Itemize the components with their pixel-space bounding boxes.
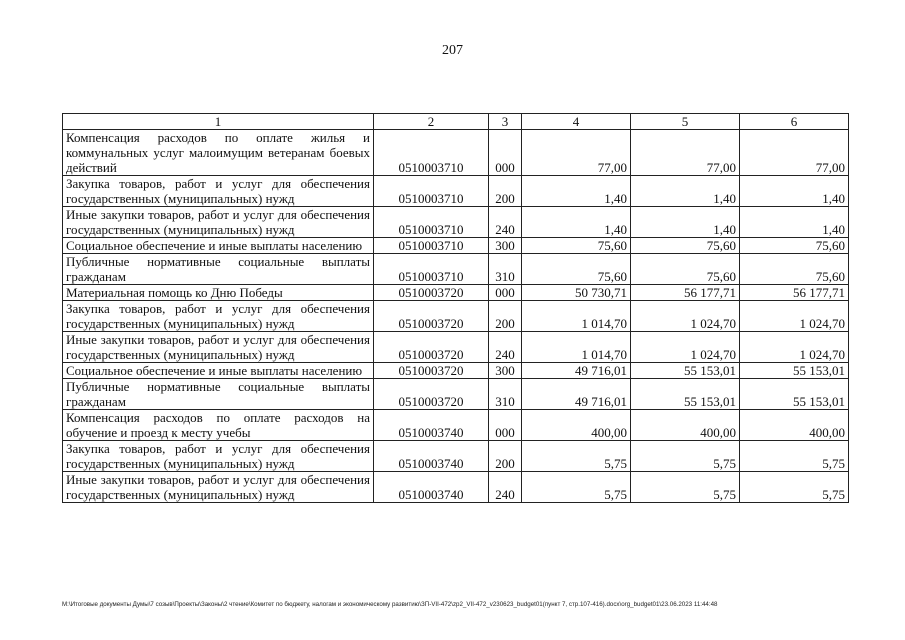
cell-csr: 0510003720: [374, 332, 489, 363]
cell-v1: 1 014,70: [522, 332, 631, 363]
cell-vr: 200: [489, 441, 522, 472]
cell-v3: 1,40: [740, 207, 849, 238]
table-row: [63, 363, 849, 379]
cell-v3: 1 024,70: [740, 301, 849, 332]
table-row: [63, 379, 849, 410]
cell-vr: 240: [489, 332, 522, 363]
cell-csr: 0510003720: [374, 363, 489, 379]
cell-name: Материальная помощь ко Дню Победы: [63, 285, 374, 301]
cell-v3: 75,60: [740, 238, 849, 254]
cell-name: Иные закупки товаров, работ и услуг для обеспечения государственных (муниципальных) нужд: [63, 472, 374, 503]
budget-table: [62, 113, 849, 503]
cell-v3: 75,60: [740, 254, 849, 285]
cell-csr: 0510003720: [374, 379, 489, 410]
cell-vr: 200: [489, 301, 522, 332]
cell-name: Компенсация расходов по оплате расходов на обучение и проезд к месту учебы: [63, 410, 374, 441]
cell-v2: 56 177,71: [631, 285, 740, 301]
cell-v2: 1,40: [631, 207, 740, 238]
cell-v1: 49 716,01: [522, 363, 631, 379]
cell-csr: 0510003710: [374, 207, 489, 238]
cell-v1: 1,40: [522, 176, 631, 207]
page-number: 207: [442, 43, 463, 58]
cell-vr: 000: [489, 410, 522, 441]
cell-name: Закупка товаров, работ и услуг для обеспечения государственных (муниципальных) нужд: [63, 176, 374, 207]
cell-csr: 0510003710: [374, 130, 489, 176]
cell-v3: 400,00: [740, 410, 849, 441]
cell-vr: 000: [489, 285, 522, 301]
table-row: [63, 176, 849, 207]
table-row: [63, 301, 849, 332]
cell-v3: 55 153,01: [740, 363, 849, 379]
cell-name: Закупка товаров, работ и услуг для обеспечения государственных (муниципальных) нужд: [63, 301, 374, 332]
cell-name: Иные закупки товаров, работ и услуг для обеспечения государственных (муниципальных) нужд: [63, 207, 374, 238]
cell-csr: 0510003710: [374, 238, 489, 254]
cell-v1: 5,75: [522, 441, 631, 472]
cell-csr: 0510003740: [374, 472, 489, 503]
cell-v2: 77,00: [631, 130, 740, 176]
cell-v2: 1 024,70: [631, 301, 740, 332]
cell-v1: 75,60: [522, 238, 631, 254]
cell-vr: 310: [489, 379, 522, 410]
table-row: [63, 332, 849, 363]
cell-v3: 1,40: [740, 176, 849, 207]
cell-vr: 300: [489, 363, 522, 379]
cell-v3: 55 153,01: [740, 379, 849, 410]
table-row: [63, 207, 849, 238]
cell-name: Иные закупки товаров, работ и услуг для обеспечения государственных (муниципальных) нужд: [63, 332, 374, 363]
cell-vr: 310: [489, 254, 522, 285]
cell-v3: 77,00: [740, 130, 849, 176]
cell-v2: 55 153,01: [631, 379, 740, 410]
table-row: [63, 441, 849, 472]
table-row: [63, 238, 849, 254]
cell-name: Компенсация расходов по оплате жилья и коммунальных услуг малоимущим ветеранам боевых действий: [63, 130, 374, 176]
cell-v2: 5,75: [631, 472, 740, 503]
cell-vr: 200: [489, 176, 522, 207]
cell-v2: 75,60: [631, 254, 740, 285]
column-header: 1: [63, 114, 374, 130]
column-header: 6: [740, 114, 849, 130]
cell-v2: 75,60: [631, 238, 740, 254]
cell-v1: 5,75: [522, 472, 631, 503]
cell-v2: 1 024,70: [631, 332, 740, 363]
cell-name: Публичные нормативные социальные выплаты гражданам: [63, 379, 374, 410]
cell-v3: 5,75: [740, 472, 849, 503]
cell-vr: 000: [489, 130, 522, 176]
cell-v2: 5,75: [631, 441, 740, 472]
cell-csr: 0510003710: [374, 176, 489, 207]
cell-csr: 0510003720: [374, 285, 489, 301]
column-header: 3: [489, 114, 522, 130]
cell-csr: 0510003740: [374, 441, 489, 472]
cell-v2: 1,40: [631, 176, 740, 207]
file-path-footer: M:\Итоговые документы Думы\7 созыв\Проекты\Законы\2 чтение\Комитет по бюджету, налогам и экономическому развитию\ЗП-VII-472\zp2_VII-472_v230623_budget01(пункт 7, стр.107-416).docx\org_budget01\23.06.2023 11:44:48: [62, 601, 718, 608]
cell-v1: 75,60: [522, 254, 631, 285]
column-header: 2: [374, 114, 489, 130]
cell-v3: 1 024,70: [740, 332, 849, 363]
cell-v3: 5,75: [740, 441, 849, 472]
table-row: [63, 472, 849, 503]
cell-v1: 400,00: [522, 410, 631, 441]
cell-v1: 49 716,01: [522, 379, 631, 410]
cell-v3: 56 177,71: [740, 285, 849, 301]
cell-v1: 77,00: [522, 130, 631, 176]
cell-v2: 400,00: [631, 410, 740, 441]
column-header: 4: [522, 114, 631, 130]
cell-name: Социальное обеспечение и иные выплаты населению: [63, 238, 374, 254]
cell-v1: 1 014,70: [522, 301, 631, 332]
cell-csr: 0510003710: [374, 254, 489, 285]
cell-name: Публичные нормативные социальные выплаты гражданам: [63, 254, 374, 285]
cell-csr: 0510003720: [374, 301, 489, 332]
table-row: [63, 285, 849, 301]
cell-v1: 50 730,71: [522, 285, 631, 301]
cell-vr: 240: [489, 472, 522, 503]
cell-v2: 55 153,01: [631, 363, 740, 379]
cell-name: Социальное обеспечение и иные выплаты населению: [63, 363, 374, 379]
cell-vr: 300: [489, 238, 522, 254]
column-header: 5: [631, 114, 740, 130]
cell-csr: 0510003740: [374, 410, 489, 441]
table-row: [63, 254, 849, 285]
table-row: [63, 410, 849, 441]
table-header-row: [63, 114, 849, 130]
cell-vr: 240: [489, 207, 522, 238]
cell-v1: 1,40: [522, 207, 631, 238]
cell-name: Закупка товаров, работ и услуг для обеспечения государственных (муниципальных) нужд: [63, 441, 374, 472]
table-row: [63, 130, 849, 176]
